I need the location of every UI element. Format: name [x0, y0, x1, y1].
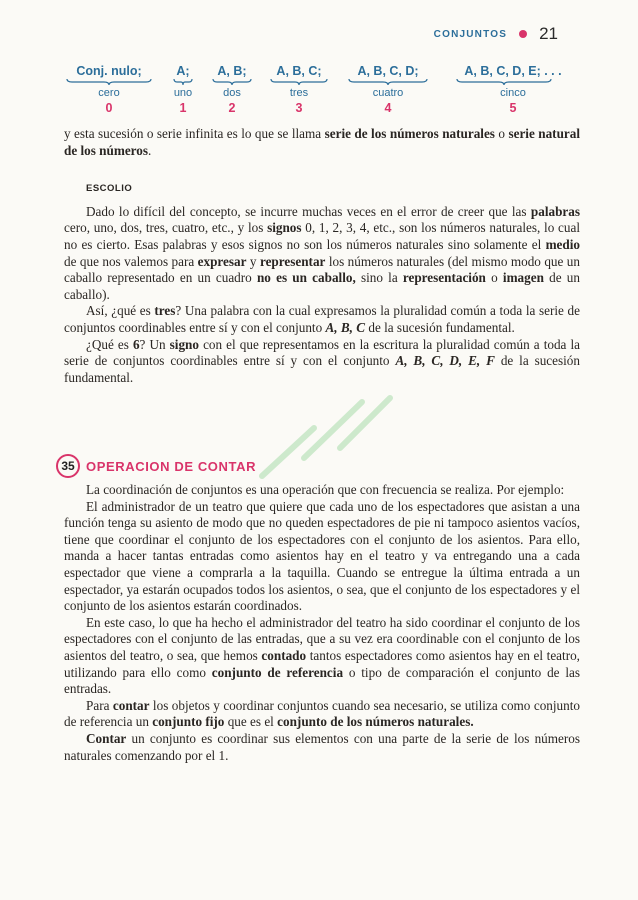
- text-run: y: [246, 253, 260, 269]
- section-number-badge: 35: [56, 454, 80, 478]
- section-paragraph-1: La coordinación de conjuntos es una operación que con frecuencia se realiza. Por ejemplo:: [86, 482, 565, 497]
- section-body: [64, 482, 580, 764]
- bold-run: serie de los números naturales: [324, 126, 495, 141]
- bold-run: representación: [402, 270, 486, 286]
- brace-icon: [456, 78, 552, 86]
- section-heading: [56, 454, 256, 478]
- text-run: o: [485, 270, 503, 286]
- number-sign: 3: [295, 101, 303, 115]
- set-column: [168, 64, 198, 115]
- text-run: de la sucesión fundamental.: [365, 319, 515, 335]
- text-run: ¿Qué es: [86, 336, 133, 352]
- bold-run: palabras: [530, 203, 580, 219]
- number-sign: 5: [509, 101, 517, 115]
- page-number: 21: [539, 24, 558, 43]
- bold-run: conjunto de referencia: [211, 664, 344, 680]
- bold-run: representar: [259, 253, 326, 269]
- bold-italic-run: A, B, C, D, E, F: [395, 353, 495, 369]
- text-run: Así, ¿qué es: [86, 303, 155, 319]
- text-run: En este caso, lo que ha hecho el administrador del teatro ha sido coordinar el conjunto de los espectadores con el conjunto de las entradas, que a su vez era coordinable con el conjunto de los asientos del teatro, o sea, que hemos: [64, 614, 580, 663]
- bold-run: medio: [545, 236, 580, 252]
- text-run: ? Un: [139, 336, 170, 352]
- scolio-paragraph-3: [64, 337, 580, 387]
- section-paragraph-4: [64, 698, 580, 731]
- set-column: [346, 64, 430, 115]
- section-paragraph-2: El administrador de un teatro que quiere que cada uno de los espectadores que asistan a una función tenga su asiento de modo que no queden espectadores de pie ni tampoco asientos vacíos, tiene que coordinar el conjunto de los espectadores con el conjunto de los asientos. Para ello, manda a hacer tantas entradas como asientos hay en el teatro y va entregando una a cada espectador que viene a comprarla a la taquilla. Cuando se entregue la última entrada a un espectador, ya estarán ocupados todos los asientos, o sea, que el conjunto de los espectadores y el conjunto de los asientos estarán coordinados.: [64, 498, 580, 614]
- text-run: de la sucesión fundamental.: [64, 353, 580, 385]
- text-run: que es el: [224, 714, 278, 730]
- number-word: dos: [223, 87, 241, 99]
- text-run: y esta sucesión o serie infinita es lo que se llama: [64, 126, 325, 141]
- set-label: A, B, C, D;: [357, 64, 419, 78]
- section-paragraph-3: [64, 615, 580, 698]
- set-column: [448, 64, 578, 115]
- section-heading-title: OPERACION DE CONTAR: [86, 458, 257, 474]
- set-label: A;: [176, 64, 190, 78]
- intro-and-scolio: [64, 126, 580, 386]
- brace-icon: [270, 78, 328, 86]
- bold-run: no es un caballo,: [256, 270, 356, 286]
- set-label: A, B;: [217, 64, 247, 78]
- bold-run: expresar: [197, 253, 247, 269]
- text-run: sino la: [355, 270, 403, 286]
- bold-italic-run: A, B, C: [325, 319, 366, 335]
- section-title: CONJUNTOS: [433, 28, 508, 40]
- number-word: cinco: [500, 87, 526, 99]
- brace-icon: [66, 78, 152, 86]
- scolio-heading: ESCOLIO: [86, 183, 133, 195]
- number-sign: 0: [105, 101, 113, 115]
- set-label: Conj. nulo;: [76, 64, 142, 78]
- set-label: A, B, C, D, E; . . .: [464, 64, 562, 78]
- bold-run: contado: [261, 647, 307, 663]
- bold-run: serie natural de los números: [64, 126, 581, 158]
- text-run: 0, 1, 2, 3, 4, etc., son los números naturales, lo cual no es cierto. Esas palabras y esos signos no son los números naturales sino solamente el: [64, 220, 580, 252]
- bold-run: conjunto de los números naturales.: [277, 714, 474, 730]
- number-sign: 2: [228, 101, 236, 115]
- set-label: A, B, C;: [276, 64, 322, 78]
- number-word: tres: [289, 87, 309, 99]
- bold-run: imagen: [502, 270, 544, 286]
- text-run: los números naturales (del mismo modo que un caballo representado en un cuadro: [64, 253, 580, 286]
- number-sign: 1: [179, 101, 187, 115]
- text-run: cero, uno, dos, tres, cuatro, etc., y los: [64, 220, 268, 236]
- section-paragraph-5: [64, 731, 580, 764]
- text-run: o tipo de comparación el conjunto de las entradas.: [64, 664, 580, 697]
- brace-icon: [212, 78, 252, 86]
- number-word: cuatro: [372, 87, 404, 99]
- text-run: los objetos y coordinar conjuntos cuando sea necesario, se utiliza como conjunto de referencia un: [64, 697, 580, 730]
- set-column: [64, 64, 154, 115]
- text-run: ? Una palabra con la cual expresamos la pluralidad común a toda la serie de conjuntos coordinables entre sí y con el conjunto: [64, 303, 580, 335]
- text-run: tantos espectadores como asientos hay en el teatro, utilizando para ello como: [64, 647, 580, 680]
- text-run: Para: [86, 697, 113, 713]
- brace-icon: [173, 78, 193, 86]
- bold-run: conjunto fijo: [152, 714, 225, 730]
- set-column: [268, 64, 330, 115]
- bold-run: Contar: [86, 730, 127, 746]
- number-word: cero: [98, 87, 120, 99]
- running-header: [434, 24, 558, 44]
- text-run: Dado lo difícil del concepto, se incurre muchas veces en el error de creer que las: [86, 203, 531, 219]
- text-run: o: [494, 126, 509, 141]
- number-sign: 4: [384, 101, 392, 115]
- brace-icon: [348, 78, 428, 86]
- scolio-paragraph-1: [64, 204, 580, 304]
- bold-run: signo: [169, 336, 199, 352]
- bold-run: contar: [112, 697, 150, 713]
- text-run: de que nos valemos para: [64, 253, 198, 269]
- text-run: con el que representamos en la escritura la pluralidad común a toda la serie de conjuntos coordinables entre sí y con el conjunto: [64, 336, 580, 369]
- text-run: un conjunto es coordinar sus elementos con una parte de la serie de los números naturales comenzando por el 1.: [64, 730, 580, 763]
- text-run: .: [148, 142, 152, 158]
- set-column: [210, 64, 254, 115]
- bullet-icon: [519, 30, 527, 38]
- bold-run: tres: [154, 303, 176, 319]
- number-word: uno: [173, 87, 193, 99]
- watermark-icon: [244, 372, 404, 492]
- scolio-paragraph-2: [64, 303, 580, 336]
- intro-paragraph: [64, 126, 580, 159]
- bold-run: 6: [132, 336, 140, 352]
- bold-run: signos: [267, 220, 302, 236]
- text-run: de un caballo).: [64, 270, 580, 302]
